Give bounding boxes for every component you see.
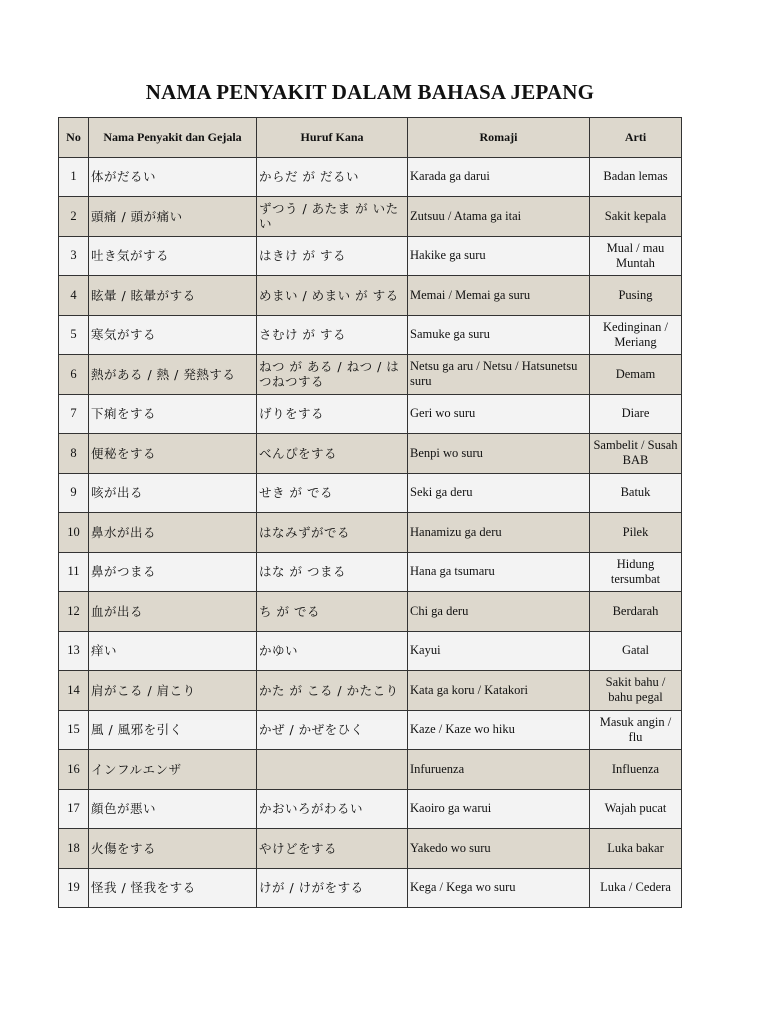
cell-no: 16 <box>59 750 89 790</box>
cell-romaji: Yakedo wo suru <box>408 829 590 869</box>
cell-romaji: Memai / Memai ga suru <box>408 276 590 316</box>
cell-arti: Sambelit / Susah BAB <box>590 434 682 474</box>
cell-arti: Gatal <box>590 631 682 671</box>
cell-name: 咳が出る <box>89 473 257 513</box>
cell-arti: Wajah pucat <box>590 789 682 829</box>
cell-kana: けが / けがをする <box>257 868 408 908</box>
table-row <box>59 829 682 869</box>
cell-arti: Sakit kepala <box>590 197 682 237</box>
header-no: No <box>59 118 89 158</box>
table-row <box>59 315 682 355</box>
cell-romaji: Zutsuu / Atama ga itai <box>408 197 590 237</box>
table-row <box>59 750 682 790</box>
cell-name: 寒気がする <box>89 315 257 355</box>
cell-arti: Kedinginan / Meriang <box>590 315 682 355</box>
cell-name: 便秘をする <box>89 434 257 474</box>
cell-name: 体がだるい <box>89 157 257 197</box>
cell-arti: Diare <box>590 394 682 434</box>
cell-arti: Demam <box>590 355 682 395</box>
cell-kana: かぜ / かぜをひく <box>257 710 408 750</box>
cell-name: 痒い <box>89 631 257 671</box>
cell-arti: Batuk <box>590 473 682 513</box>
table-row <box>59 473 682 513</box>
table-row <box>59 236 682 276</box>
cell-name: 鼻水が出る <box>89 513 257 553</box>
cell-name: 熱がある / 熱 / 発熱する <box>89 355 257 395</box>
cell-arti: Berdarah <box>590 592 682 632</box>
cell-name: 吐き気がする <box>89 236 257 276</box>
table-row <box>59 592 682 632</box>
table-row <box>59 868 682 908</box>
cell-no: 5 <box>59 315 89 355</box>
cell-no: 13 <box>59 631 89 671</box>
table-row <box>59 513 682 553</box>
cell-no: 11 <box>59 552 89 592</box>
cell-romaji: Netsu ga aru / Netsu / Hatsunetsu suru <box>408 355 590 395</box>
cell-name: 風 / 風邪を引く <box>89 710 257 750</box>
cell-no: 10 <box>59 513 89 553</box>
cell-romaji: Karada ga darui <box>408 157 590 197</box>
cell-no: 14 <box>59 671 89 711</box>
cell-kana: からだ が だるい <box>257 157 408 197</box>
table-row <box>59 434 682 474</box>
cell-arti: Mual / mau Muntah <box>590 236 682 276</box>
cell-kana: べんぴをする <box>257 434 408 474</box>
cell-arti: Influenza <box>590 750 682 790</box>
table-row <box>59 355 682 395</box>
cell-no: 17 <box>59 789 89 829</box>
header-arti: Arti <box>590 118 682 158</box>
cell-romaji: Kaze / Kaze wo hiku <box>408 710 590 750</box>
cell-romaji: Kayui <box>408 631 590 671</box>
header-romaji: Romaji <box>408 118 590 158</box>
cell-no: 3 <box>59 236 89 276</box>
cell-kana: かゆい <box>257 631 408 671</box>
cell-no: 7 <box>59 394 89 434</box>
table-row <box>59 276 682 316</box>
cell-name: 血が出る <box>89 592 257 632</box>
table-row <box>59 157 682 197</box>
cell-kana: さむけ が する <box>257 315 408 355</box>
cell-name: 頭痛 / 頭が痛い <box>89 197 257 237</box>
table-row <box>59 671 682 711</box>
cell-arti: Hidung tersumbat <box>590 552 682 592</box>
cell-name: 鼻がつまる <box>89 552 257 592</box>
table-row <box>59 394 682 434</box>
cell-romaji: Seki ga deru <box>408 473 590 513</box>
cell-romaji: Hana ga tsumaru <box>408 552 590 592</box>
cell-kana: ねつ が ある / ねつ / はつねつする <box>257 355 408 395</box>
cell-no: 9 <box>59 473 89 513</box>
cell-romaji: Chi ga deru <box>408 592 590 632</box>
cell-no: 12 <box>59 592 89 632</box>
cell-romaji: Kata ga koru / Katakori <box>408 671 590 711</box>
cell-arti: Masuk angin / flu <box>590 710 682 750</box>
cell-romaji: Geri wo suru <box>408 394 590 434</box>
header-kana: Huruf Kana <box>257 118 408 158</box>
table-header-row <box>59 118 682 158</box>
cell-kana: げりをする <box>257 394 408 434</box>
cell-no: 6 <box>59 355 89 395</box>
cell-kana: かおいろがわるい <box>257 789 408 829</box>
cell-arti: Pilek <box>590 513 682 553</box>
cell-name: 眩暈 / 眩暈がする <box>89 276 257 316</box>
cell-kana: やけどをする <box>257 829 408 869</box>
cell-romaji: Kega / Kega wo suru <box>408 868 590 908</box>
cell-romaji: Infuruenza <box>408 750 590 790</box>
cell-kana: ずつう / あたま が いたい <box>257 197 408 237</box>
cell-kana: ち が でる <box>257 592 408 632</box>
cell-arti: Badan lemas <box>590 157 682 197</box>
cell-name: 顔色が悪い <box>89 789 257 829</box>
cell-kana: はな が つまる <box>257 552 408 592</box>
cell-kana: はきけ が する <box>257 236 408 276</box>
cell-kana: せき が でる <box>257 473 408 513</box>
cell-name: 火傷をする <box>89 829 257 869</box>
table-row <box>59 710 682 750</box>
cell-romaji: Hanamizu ga deru <box>408 513 590 553</box>
cell-arti: Luka / Cedera <box>590 868 682 908</box>
cell-kana: かた が こる / かたこり <box>257 671 408 711</box>
page-title: NAMA PENYAKIT DALAM BAHASA JEPANG <box>145 80 595 104</box>
cell-no: 19 <box>59 868 89 908</box>
table-row <box>59 789 682 829</box>
cell-arti: Sakit bahu / bahu pegal <box>590 671 682 711</box>
cell-name: インフルエンザ <box>89 750 257 790</box>
table-row <box>59 631 682 671</box>
cell-name: 肩がこる / 肩こり <box>89 671 257 711</box>
cell-arti: Pusing <box>590 276 682 316</box>
cell-kana: はなみずがでる <box>257 513 408 553</box>
cell-no: 2 <box>59 197 89 237</box>
cell-name: 怪我 / 怪我をする <box>89 868 257 908</box>
cell-romaji: Kaoiro ga warui <box>408 789 590 829</box>
table-row <box>59 552 682 592</box>
cell-name: 下痢をする <box>89 394 257 434</box>
cell-no: 15 <box>59 710 89 750</box>
table-row <box>59 197 682 237</box>
cell-arti: Luka bakar <box>590 829 682 869</box>
disease-table <box>58 117 682 908</box>
cell-no: 8 <box>59 434 89 474</box>
cell-kana <box>257 750 408 790</box>
cell-romaji: Benpi wo suru <box>408 434 590 474</box>
cell-no: 4 <box>59 276 89 316</box>
cell-no: 18 <box>59 829 89 869</box>
cell-romaji: Hakike ga suru <box>408 236 590 276</box>
cell-romaji: Samuke ga suru <box>408 315 590 355</box>
cell-no: 1 <box>59 157 89 197</box>
cell-kana: めまい / めまい が する <box>257 276 408 316</box>
header-name: Nama Penyakit dan Gejala <box>89 118 257 158</box>
